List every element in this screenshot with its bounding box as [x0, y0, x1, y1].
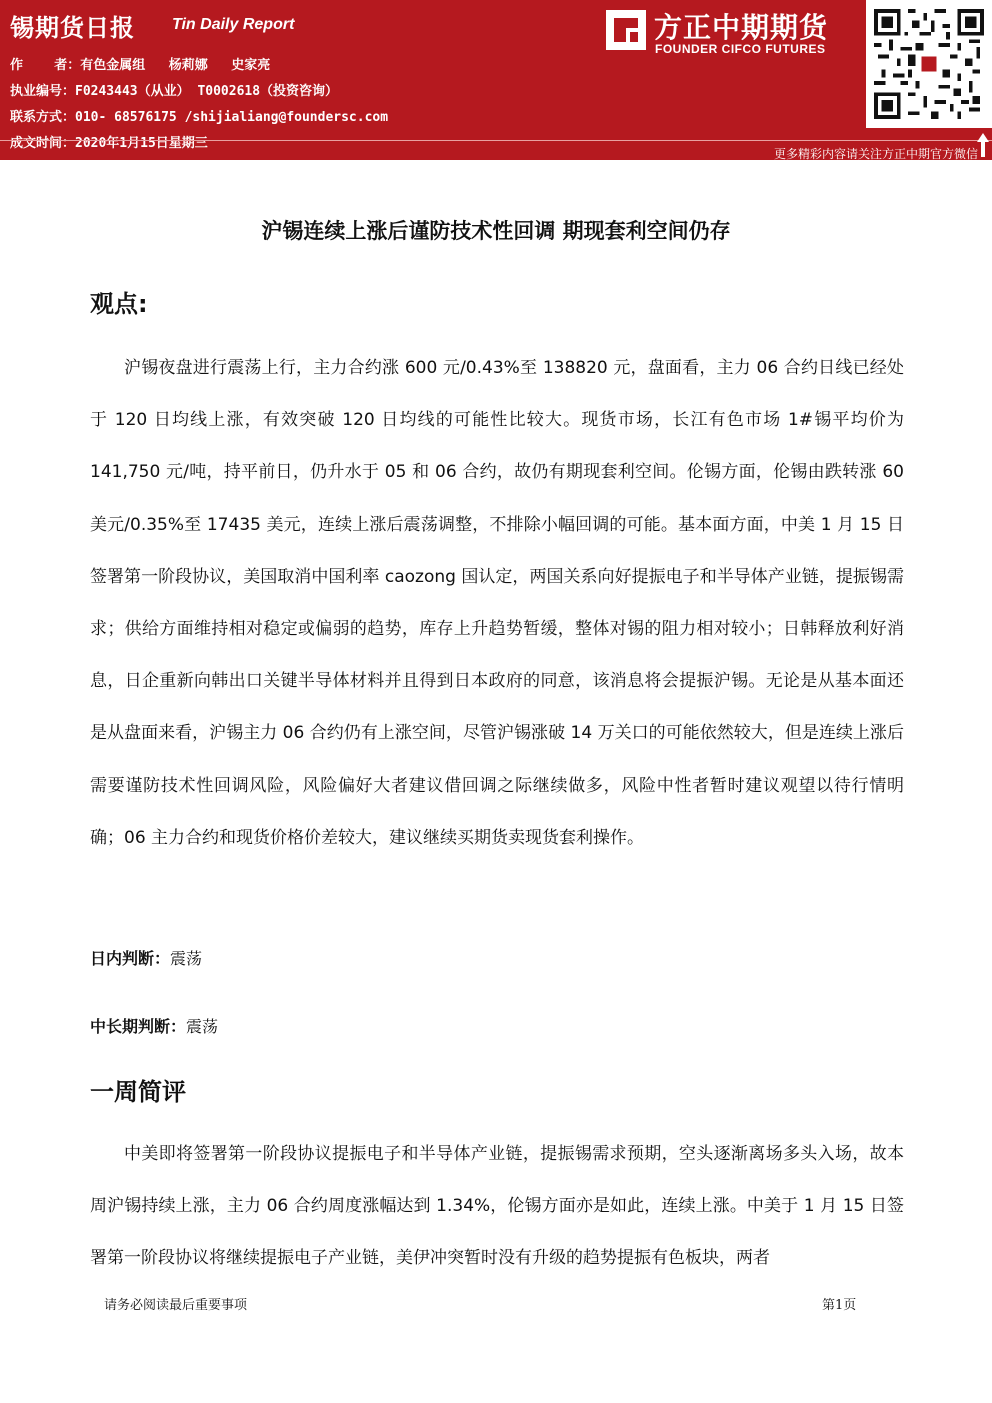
report-header [0, 0, 992, 160]
intraday-label: 日内判断： [90, 949, 171, 968]
viewpoint-paragraph: 沪锡夜盘进行震荡上行，主力合约涨 600 元/0.43%至 138820 元，盘面看，主力 06 合约日线已经处于 120 日均线上涨，有效突破 120 日均线的可能性比较大。现货市场，长江有色市场 1#锡平均价为 141,750 元/吨，持平前日，仍升水于 05 和 06 合约，故仍有期现套利空间。伦锡方面，伦锡由跌转涨 60 美元/0.35%至 17435 美元，连续上涨后震荡调整，不排除小幅回调的可能。基本面方面，中美 1 月 15 日签署第一阶段协议，美国取消中国利率 caozong 国认定，两国关系向好提振电子和半导体产业链，提振锡需求；供给方面维持相对稳定或偏弱的趋势，库存上升趋势暂缓，整体对锡的阻力相对较小；日韩释放利好消息，日企重新向韩出口关键半导体材料并且得到日本政府的同意，该消息将会提振沪锡。无论是从基本面还是从盘面来看，沪锡主力 06 合约仍有上涨空间，尽管沪锡涨破 14 万关口的可能依然较大，但是连续上涨后需要谨防技术性回调风险，风险偏好大者建议借回调之际继续做多，风险中性者暂时建议观望以待行情明确；06 主力合约和现货价格价差较大，建议继续买期货卖现货套利操作。 [90, 358, 904, 848]
follow-wechat-text[interactable]: 更多精彩内容请关注方正中期官方微信 [773, 147, 978, 161]
qr-code-icon [874, 6, 984, 122]
company-name-en: FOUNDER CIFCO FUTURES [655, 42, 826, 56]
report-title-en: Tin Daily Report [172, 16, 295, 33]
longterm-value: 震荡 [186, 1017, 219, 1036]
author-line: 作 者：有色金属组 杨莉娜 史家亮 [10, 58, 271, 73]
company-logo-icon [604, 8, 648, 52]
arrow-up-icon [976, 132, 990, 158]
page-number: 第1页 [822, 1298, 857, 1313]
intraday-judgment [90, 946, 202, 969]
footer-disclaimer: 请务必阅读最后重要事项 [104, 1298, 248, 1313]
date-line: 成文时间：2020年1月15日星期三 [10, 136, 208, 151]
section-heading-weekly-review: 一周简评 [90, 1078, 186, 1106]
longterm-judgment [90, 1014, 218, 1037]
contact-line[interactable]: 联系方式：010- 68576175 /shijialiang@foundersc.com [10, 110, 389, 125]
license-line: 执业编号：F0243443（从业） T0002618（投资咨询） [10, 84, 339, 99]
longterm-label: 中长期判断： [90, 1017, 187, 1036]
article-title: 沪锡连续上涨后谨防技术性回调 期现套利空间仍存 [261, 219, 731, 243]
section-heading-viewpoint: 观点: [90, 290, 148, 318]
company-name-cn: 方正中期期货 [654, 11, 829, 44]
weekly-review-paragraph: 中美即将签署第一阶段协议提振电子和半导体产业链，提振锡需求预期，空头逐渐离场多头入场，故本周沪锡持续上涨，主力 06 合约周度涨幅达到 1.34%，伦锡方面亦是如此，连续上涨。中美于 1 月 15 日签署第一阶段协议将继续提振电子产业链，美伊冲突暂时没有升级的趋势提振有色板块，两者 [90, 1144, 904, 1269]
intraday-value: 震荡 [170, 949, 203, 968]
wechat-qr-code[interactable] [866, 0, 992, 128]
report-title-cn: 锡期货日报 [10, 14, 135, 42]
